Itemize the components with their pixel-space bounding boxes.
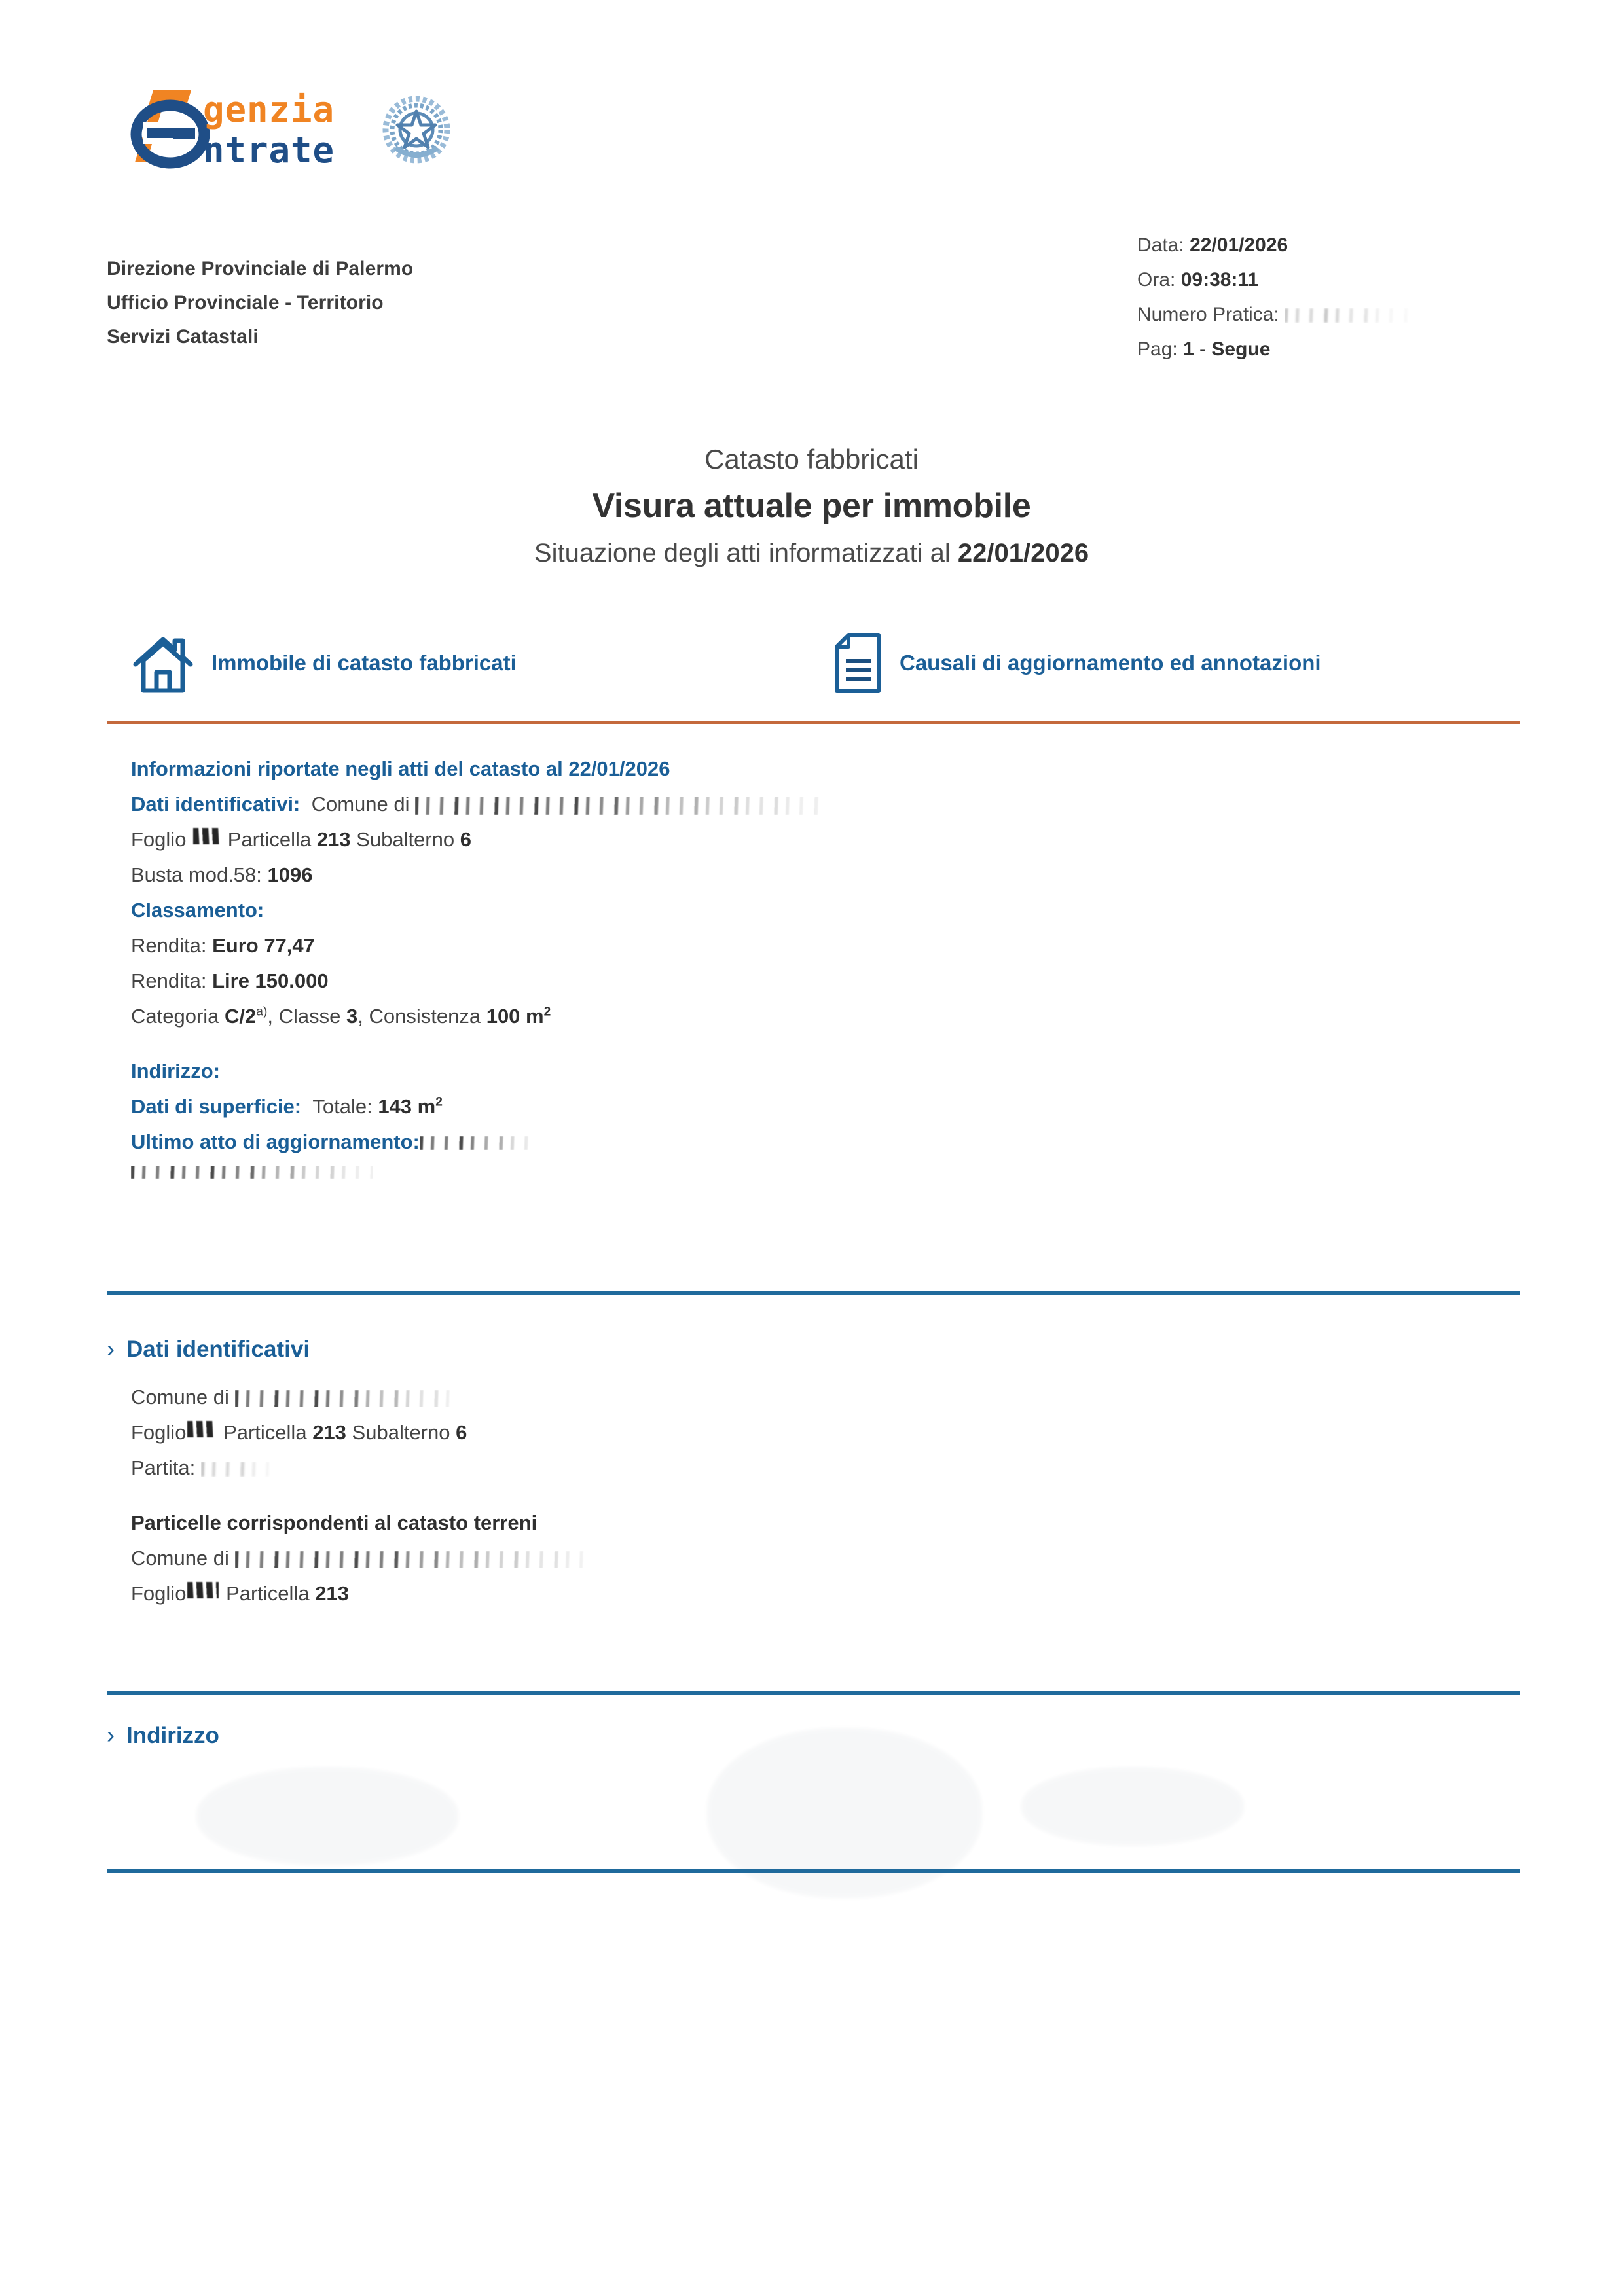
- value-particella: 213: [316, 828, 351, 851]
- svg-text:genzia: genzia: [203, 89, 335, 130]
- office-line-2: Servizi Catastali: [107, 326, 259, 348]
- logo-svg: [123, 79, 477, 177]
- section-header-dati-identificativi[interactable]: [107, 1335, 310, 1363]
- label-consistenza: Consistenza: [369, 1005, 481, 1028]
- row-rendita-euro: [131, 928, 1519, 963]
- chevron-right-icon: ›: [107, 1335, 115, 1362]
- sec-label-subalterno: Subalterno: [352, 1421, 450, 1444]
- sec-row-foglio-particella-subalterno: [131, 1415, 1519, 1450]
- office-line-0: Direzione Provinciale di Palermo: [107, 258, 414, 279]
- label-superficie-totale: Totale:: [312, 1095, 373, 1118]
- section-body-dati-identificativi: [131, 1380, 1519, 1611]
- value-busta: 1096: [267, 863, 313, 886]
- value-comune-redacted: [415, 794, 821, 817]
- ct-label-comune: Comune di: [131, 1547, 229, 1570]
- label-dati-superficie: Dati di superficie:: [131, 1095, 302, 1118]
- sec-value-subalterno: 6: [456, 1421, 467, 1444]
- label-rendita-euro: Rendita:: [131, 934, 207, 957]
- section-divider-2: [107, 1691, 1520, 1695]
- spacer-2: [131, 1486, 1519, 1505]
- sec-value-comune-redacted: [235, 1388, 458, 1410]
- sec-value-partita-redacted: [201, 1460, 280, 1479]
- row-busta: [131, 857, 1519, 893]
- tab-immobile-label: Immobile di catasto fabbricati: [211, 651, 517, 675]
- sec-value-foglio-redacted: [186, 1418, 217, 1439]
- ct-row-foglio-particella: [131, 1576, 1519, 1611]
- office-line-1: Ufficio Provinciale - Territorio: [107, 292, 384, 314]
- document-icon: [831, 632, 883, 694]
- svg-text:ntrate: ntrate: [203, 130, 335, 171]
- row-ultimo-atto: [131, 1124, 1519, 1160]
- section-title-dati-identificativi: Dati identificativi: [126, 1336, 310, 1362]
- section-header-indirizzo[interactable]: [107, 1721, 219, 1749]
- meta-value-pag: 1 - Segue: [1183, 338, 1271, 360]
- republic-emblem-icon: [386, 99, 447, 160]
- main-info-block: [131, 751, 1519, 1182]
- label-comune: Comune di: [311, 793, 410, 816]
- main-info-heading: Informazioni riportate negli atti del catasto al 22/01/2026: [131, 757, 670, 780]
- row-dati-superficie: [131, 1089, 1519, 1124]
- agenzia-entrate-logo: [123, 79, 477, 177]
- meta-row-ora: [1137, 262, 1409, 297]
- subtitle-prefix: Situazione degli atti informatizzati al: [534, 539, 958, 567]
- label-particella: Particella: [227, 828, 312, 851]
- meta-label-data: Data:: [1137, 234, 1184, 256]
- label-subalterno: Subalterno: [356, 828, 455, 851]
- value-rendita-lire: Lire 150.000: [212, 969, 329, 992]
- label-classamento: Classamento:: [131, 899, 264, 922]
- label-rendita-lire: Rendita:: [131, 969, 207, 992]
- meta-row-pag: [1137, 332, 1409, 367]
- meta-value-data: 22/01/2026: [1190, 234, 1288, 256]
- meta-label-numero-pratica: Numero Pratica:: [1137, 304, 1279, 325]
- sec-label-particella: Particella: [223, 1421, 307, 1444]
- value-ultimo-atto-redacted: [420, 1134, 538, 1153]
- tab-immobile-di-catasto-fabbricati[interactable]: [132, 632, 517, 694]
- value-ultimo-atto-redacted-line2: [131, 1164, 373, 1181]
- ct-label-particella: Particella: [226, 1582, 310, 1605]
- value-classe: 3: [346, 1005, 358, 1028]
- sec-row-partita: [131, 1450, 1519, 1486]
- sec-value-particella: 213: [312, 1421, 346, 1444]
- label-dati-identificativi: Dati identificativi:: [131, 793, 301, 816]
- title-block: [0, 440, 1623, 573]
- value-categoria-sup: a): [256, 1005, 268, 1019]
- value-consistenza: 100 m: [486, 1005, 544, 1028]
- row-rendita-lire: [131, 963, 1519, 999]
- tab-causali-di-aggiornamento[interactable]: [831, 632, 1321, 694]
- redaction-ghost-3: [1021, 1767, 1244, 1846]
- sec-label-foglio: Foglio: [131, 1421, 187, 1444]
- tab-separator-orange: [107, 721, 1520, 724]
- subsection-title-particelle-corrispondenti: Particelle corrispondenti al catasto terreni: [131, 1511, 538, 1534]
- ct-value-foglio-redacted: [186, 1579, 220, 1600]
- meta-value-ora: 09:38:11: [1180, 269, 1259, 291]
- value-consistenza-sup: 2: [543, 1005, 551, 1019]
- page-title: Visura attuale per immobile: [592, 487, 1031, 525]
- redaction-ghost-2: [707, 1728, 982, 1898]
- sec-row-comune: [131, 1380, 1519, 1415]
- row-categoria-classe-consistenza: Categoria C/2$^{a)}$, Classe 3, Consistenza 100 $m^2$: [131, 1005, 551, 1028]
- spacer: [131, 1034, 1519, 1054]
- meta-row-numero-pratica: [1137, 297, 1409, 332]
- subtitle-date: 22/01/2026: [957, 539, 1089, 567]
- label-ultimo-atto: Ultimo atto di aggiornamento:: [131, 1130, 420, 1153]
- meta-value-numero-pratica-redacted: [1285, 306, 1409, 325]
- section-divider-3: [107, 1869, 1520, 1873]
- value-foglio-redacted: [192, 825, 222, 846]
- value-categoria: C/2: [225, 1005, 257, 1028]
- section-divider-1: [107, 1291, 1520, 1295]
- sec-label-partita: Partita:: [131, 1456, 196, 1479]
- section-title-indirizzo: Indirizzo: [126, 1723, 219, 1748]
- document-meta-block: [1137, 228, 1409, 367]
- row-foglio-particella-subalterno: [131, 822, 1519, 857]
- chevron-right-icon-2: ›: [107, 1721, 115, 1748]
- title-subtitle: [0, 533, 1623, 573]
- ct-row-comune: [131, 1541, 1519, 1576]
- tab-causali-label: Causali di aggiornamento ed annotazioni: [900, 651, 1321, 675]
- label-classe: Classe: [278, 1005, 341, 1028]
- label-indirizzo: Indirizzo:: [131, 1060, 221, 1083]
- label-busta: Busta mod.58:: [131, 863, 262, 886]
- ct-value-comune-redacted: [235, 1549, 589, 1571]
- ct-label-foglio: Foglio: [131, 1582, 187, 1605]
- redaction-ghost-1: [196, 1767, 458, 1865]
- row-ultimo-atto-continuation: [131, 1160, 1519, 1182]
- value-subalterno: 6: [460, 828, 471, 851]
- value-superficie-totale-sup: 2: [435, 1095, 443, 1109]
- ct-value-particella: 213: [315, 1582, 349, 1605]
- meta-label-pag: Pag:: [1137, 338, 1178, 360]
- value-rendita-euro: Euro 77,47: [212, 934, 315, 957]
- sec-label-comune: Comune di: [131, 1386, 229, 1408]
- house-icon: [132, 632, 194, 694]
- row-dati-identificativi: [131, 787, 1519, 822]
- label-categoria: Categoria: [131, 1005, 219, 1028]
- title-kicker: Catasto fabbricati: [704, 444, 919, 475]
- office-address-block: [107, 252, 413, 354]
- value-superficie-totale: 143 m: [378, 1095, 436, 1118]
- meta-row-data: [1137, 228, 1409, 262]
- tab-row: [107, 632, 1520, 713]
- label-foglio: Foglio: [131, 828, 187, 851]
- meta-label-ora: Ora:: [1137, 269, 1176, 291]
